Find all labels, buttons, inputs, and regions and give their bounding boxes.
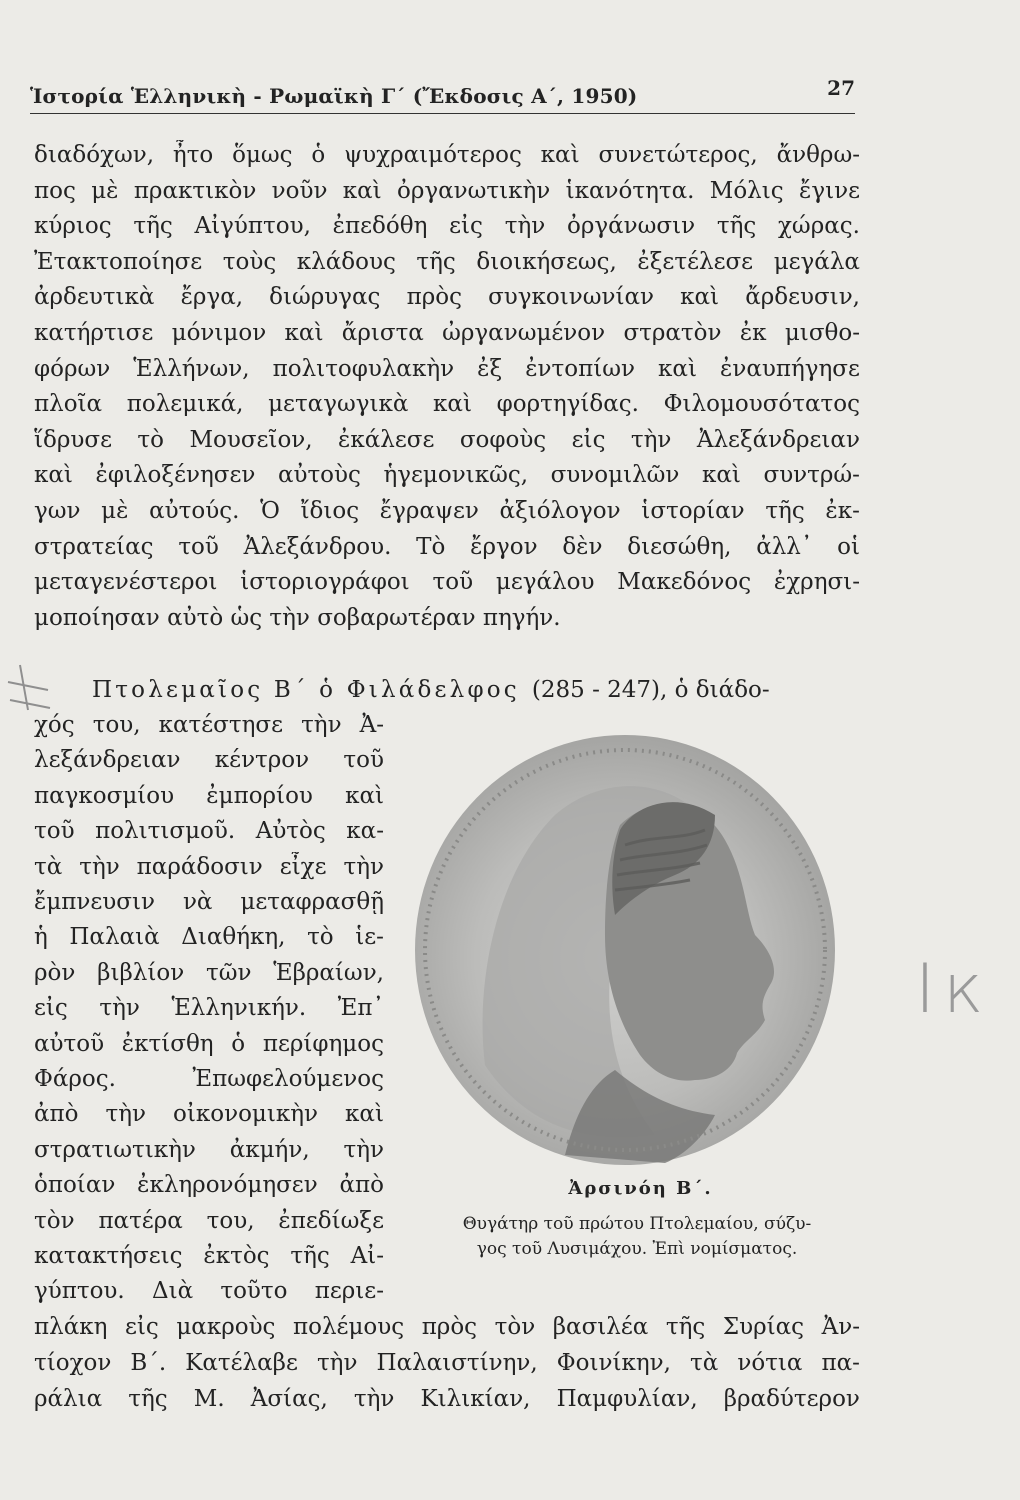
margin-pencil-note: Ικ [915, 950, 992, 1029]
ptolemy-heading: Πτολεμαῖος Β΄ ὁ Φιλάδελφος [92, 677, 520, 703]
text-line: ἀρδευτικὰ ἔργα, διώρυγας πρὸς συγκοινωνίαν καὶ ἄρδευσιν, [34, 284, 860, 311]
running-header [30, 74, 855, 114]
paragraph-2-first-line [34, 675, 860, 705]
coin-portrait [415, 735, 835, 1165]
figure-caption-line: Θυγάτηρ τοῦ πρώτου Πτολεμαίου, σύζυ- [462, 1214, 812, 1234]
text-line: ἔμπνευσιν νὰ μεταφρασθῇ [34, 889, 384, 915]
text-line: πος μὲ πρακτικὸν νοῦν καὶ ὀργανωτικὴν ἱκανότητα. Μόλις ἔγινε [34, 177, 860, 204]
header-title: Ἱστορία Ἑλληνικὴ - Ρωμαϊκὴ Γ΄ (Ἔκδοσις Α΄, 1950) [30, 84, 638, 108]
paragraph-2-first-line-rest: (285 - 247), ὁ διάδο- [531, 677, 770, 703]
text-line: πλάκη εἰς μακροὺς πολέμους πρὸς τὸν βασιλέα τῆς Συρίας Ἀν- [34, 1314, 860, 1340]
text-line: κατακτήσεις ἐκτὸς τῆς Αἰ- [34, 1243, 384, 1269]
page-number: 27 [827, 76, 855, 100]
text-line: ἡ Παλαιὰ Διαθήκη, τὸ ἱε- [34, 924, 384, 951]
text-line: χός του, κατέστησε τὴν Ἀ- [34, 712, 384, 738]
text-line: ἀπὸ τὴν οἰκονομικὴν καὶ [34, 1101, 384, 1128]
text-line: μεταγενέστεροι ἱστοριογράφοι τοῦ μεγάλου Μακεδόνος ἐχρησι- [34, 569, 860, 596]
text-line: λεξάνδρειαν κέντρον τοῦ [34, 747, 384, 774]
text-line: μοποίησαν αὐτὸ ὡς τὴν σοβαρωτέραν πηγήν. [34, 604, 561, 631]
figure-caption-line: γος τοῦ Λυσιμάχου. Ἐπὶ νομίσματος. [476, 1239, 798, 1259]
text-line: καὶ ἐφιλοξένησεν αὐτοὺς ἡγεμονικῶς, συνομιλῶν καὶ συντρώ- [34, 462, 860, 489]
text-line: παγκοσμίου ἐμπορίου καὶ [34, 782, 384, 809]
margin-pencil-mark [0, 660, 60, 720]
text-line: στρατιωτικὴν ἀκμήν, τὴν [34, 1136, 384, 1163]
coin-image-arsinoe [415, 735, 835, 1165]
text-line: πλοῖα πολεμικά, μεταγωγικὰ καὶ φορτηγίδας. Φιλομουσότατος [34, 391, 860, 418]
text-line: ράλια τῆς Μ. Ἀσίας, τὴν Κιλικίαν, Παμφυλίαν, βραδύτερον [34, 1386, 860, 1412]
text-line: ἵδρυσε τὸ Μουσεῖον, ἐκάλεσε σοφοὺς εἰς τὴν Ἀλεξάνδρειαν [34, 426, 860, 453]
text-line: κύριος τῆς Αἰγύπτου, ἐπεδόθη εἰς τὴν ὀργάνωσιν τῆς χώρας. [34, 213, 860, 240]
text-line: εἰς τὴν Ἑλληνικήν. Ἐπ᾽ [34, 995, 384, 1022]
text-line: γων μὲ αὐτούς. Ὁ ἴδιος ἔγραψεν ἀξιόλογον ἱστορίαν τῆς ἐκ- [34, 498, 860, 524]
header-rule [30, 113, 855, 114]
text-line: τὸν πατέρα του, ἐπεδίωξε [34, 1207, 384, 1234]
text-line: Φάρος. Ἐπωφελούμενος [34, 1066, 384, 1092]
text-line: τίοχον Β΄. Κατέλαβε τὴν Παλαιστίνην, Φοινίκην, τὰ νότια πα- [34, 1350, 860, 1376]
text-line: αὐτοῦ ἐκτίσθη ὁ περίφημος [34, 1030, 384, 1057]
text-line: γύπτου. Διὰ τοῦτο περιε- [34, 1278, 384, 1305]
text-line: κατήρτισε μόνιμον καὶ ἄριστα ὠργανωμένον στρατὸν ἐκ μισθο- [34, 320, 860, 346]
text-line: διαδόχων, ἦτο ὅμως ὁ ψυχραιμότερος καὶ συνετώτερος, ἄνθρω- [34, 142, 860, 168]
text-line: στρατείας τοῦ Ἀλεξάνδρου. Τὸ ἔργον δὲν διεσώθη, ἀλλ᾽ οἱ [34, 533, 860, 560]
text-line: ρὸν βιβλίον τῶν Ἑβραίων, [34, 959, 384, 986]
text-line: φόρων Ἑλλήνων, πολιτοφυλακὴν ἐξ ἐντοπίων καὶ ἐναυπήγησε [34, 355, 860, 382]
text-line: Ἐτακτοποίησε τοὺς κλάδους τῆς διοικήσεως, ἐξετέλεσε μεγάλα [34, 248, 860, 275]
figure-caption-title: Ἀρσινόη Β΄. [568, 1178, 713, 1199]
text-line: τὰ τὴν παράδοσιν εἶχε τὴν [34, 853, 384, 880]
text-line: τοῦ πολιτισμοῦ. Αὐτὸς κα- [34, 818, 384, 845]
text-line: ὁποίαν ἐκληρονόμησεν ἀπὸ [34, 1172, 384, 1199]
